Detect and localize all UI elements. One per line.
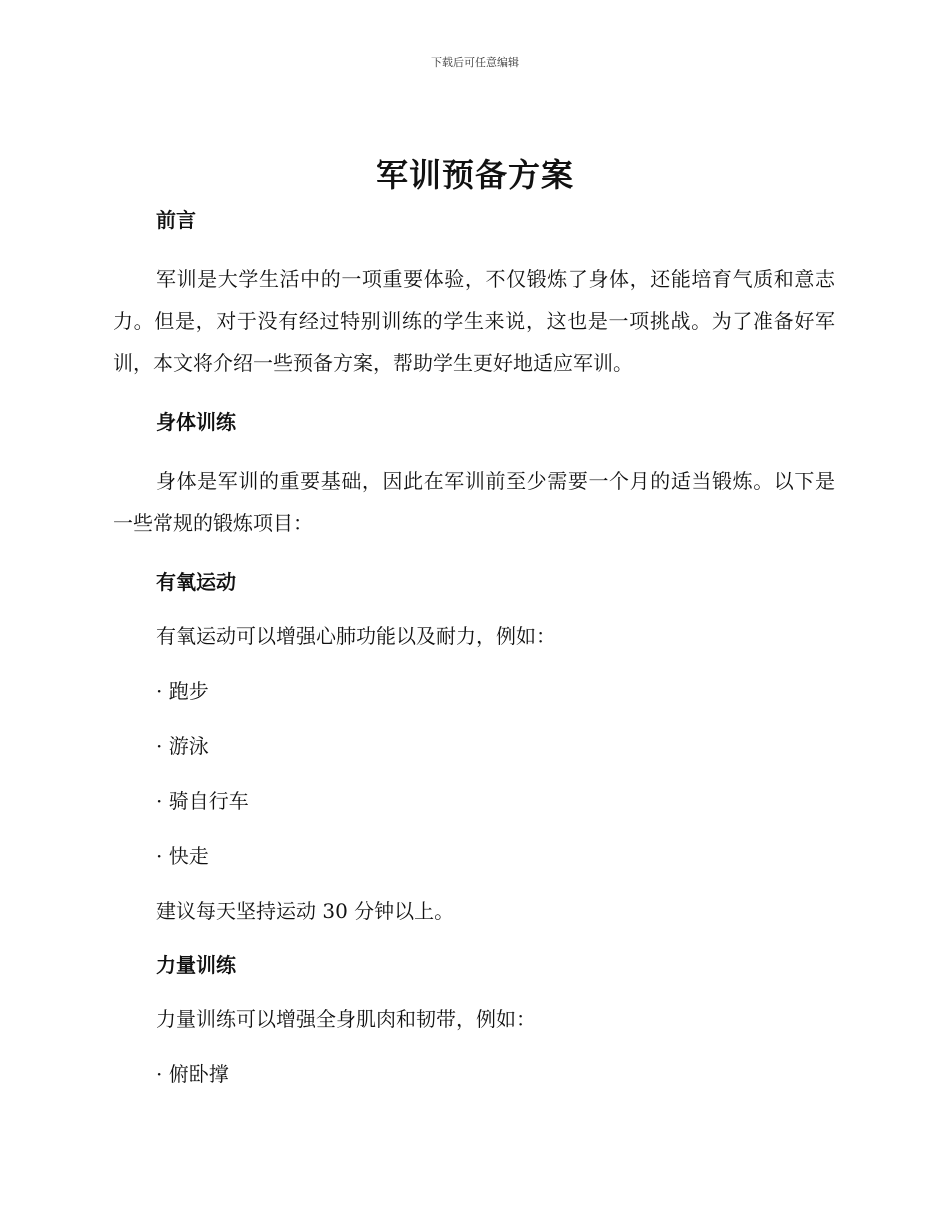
section-heading-physical-training: 身体训练 bbox=[156, 410, 236, 434]
document-title: 军训预备方案 bbox=[375, 156, 574, 194]
list-item: · 骑自行车 bbox=[156, 789, 249, 813]
list-item: · 快走 bbox=[156, 844, 209, 868]
section-heading-preface: 前言 bbox=[156, 208, 196, 232]
list-item: · 俯卧撑 bbox=[156, 1062, 229, 1086]
document-body bbox=[113, 204, 835, 1090]
aerobic-intro: 有氧运动可以增强心肺功能以及耐力，例如： bbox=[156, 624, 556, 648]
list-item: · 跑步 bbox=[156, 679, 209, 703]
aerobic-advice: 建议每天坚持运动 30 分钟以上。 bbox=[156, 899, 455, 923]
section-heading-strength: 力量训练 bbox=[156, 953, 236, 977]
physical-training-paragraph: 身体是军训的重要基础，因此在军训前至少需要一个月的适当锻炼。以下是一些常规的锻炼项目： bbox=[113, 469, 835, 535]
strength-intro: 力量训练可以增强全身肌肉和韧带，例如： bbox=[156, 1007, 536, 1031]
section-heading-aerobic: 有氧运动 bbox=[156, 570, 236, 594]
preface-paragraph: 军训是大学生活中的一项重要体验，不仅锻炼了身体，还能培育气质和意志力。但是，对于没有经过特别训练的学生来说，这也是一项挑战。为了准备好军训，本文将介绍一些预备方案，帮助学生更好地适应军训。 bbox=[113, 267, 835, 375]
list-item: · 游泳 bbox=[156, 734, 209, 758]
header-note: 下载后可任意编辑 bbox=[431, 56, 519, 69]
